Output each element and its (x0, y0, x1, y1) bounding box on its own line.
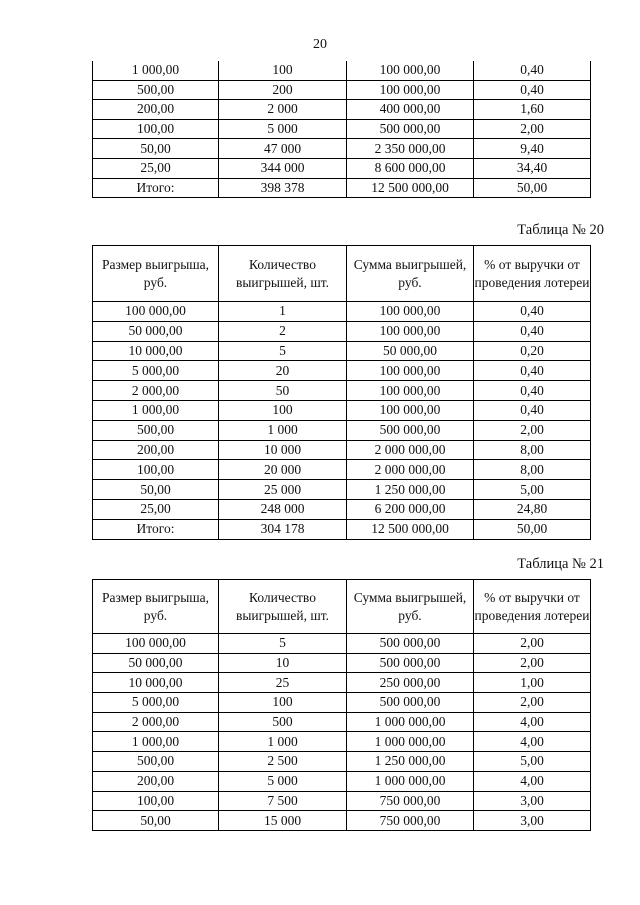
table-cell: 2,00 (474, 693, 591, 713)
table-cell: 0,40 (474, 80, 591, 100)
table-cell: 500,00 (93, 420, 219, 440)
table-cell: 2 000 (219, 100, 347, 120)
table-cell: 50 000,00 (347, 341, 474, 361)
table-cell: 100 (219, 400, 347, 420)
table-row (93, 771, 591, 791)
table-cell: 1 000 (219, 732, 347, 752)
table-cell: 5,00 (474, 752, 591, 772)
table-cell: 50,00 (93, 139, 219, 159)
table-cell: 100 000,00 (347, 361, 474, 381)
table-cell: 750 000,00 (347, 811, 474, 831)
table-row (93, 712, 591, 732)
table-cell: 2 000 000,00 (347, 460, 474, 480)
prize-table-continued (92, 61, 591, 198)
table-cell: 10 000,00 (93, 673, 219, 693)
table-cell: 248 000 (219, 499, 347, 519)
page-number: 20 (313, 37, 327, 52)
table-row (93, 440, 591, 460)
table-cell: 100 000,00 (347, 302, 474, 322)
table-cell: 25,00 (93, 499, 219, 519)
table-cell: 1,00 (474, 673, 591, 693)
table-cell: 15 000 (219, 811, 347, 831)
table-cell: 2,00 (474, 420, 591, 440)
table-cell: 400 000,00 (347, 100, 474, 120)
table-cell: 1,60 (474, 100, 591, 120)
table-cell: 5 000 (219, 119, 347, 139)
table-row (93, 732, 591, 752)
table-cell: 20 (219, 361, 347, 381)
table-cell: 100 000,00 (93, 302, 219, 322)
table-cell: 500 000,00 (347, 653, 474, 673)
table-cell: 200,00 (93, 100, 219, 120)
column-header-prize-sum: Сумма выигрышей, руб. (347, 580, 474, 634)
table-cell: 10 (219, 653, 347, 673)
table-cell: 500 000,00 (347, 420, 474, 440)
table-cell: 100 000,00 (93, 634, 219, 654)
table-cell: Итого: (93, 519, 219, 539)
table-cell: 1 000 000,00 (347, 771, 474, 791)
table-cell: 50,00 (474, 519, 591, 539)
table-cell: 344 000 (219, 158, 347, 178)
table-cell: 1 000,00 (93, 61, 219, 80)
table-cell: 20 000 (219, 460, 347, 480)
column-header-revenue-percent: % от выручки от проведения лотереи (474, 246, 591, 302)
table-row (93, 381, 591, 401)
table-cell: 0,40 (474, 381, 591, 401)
prize-table-20 (92, 245, 591, 540)
table-cell: 5 (219, 341, 347, 361)
table-cell: 5 000,00 (93, 693, 219, 713)
table-cell: Итого: (93, 178, 219, 198)
table-cell: 5 000 (219, 771, 347, 791)
table-cell: 100 000,00 (347, 400, 474, 420)
table-row (93, 673, 591, 693)
table-cell: 1 000 000,00 (347, 712, 474, 732)
table-cell: 50 (219, 381, 347, 401)
table-cell: 100 (219, 693, 347, 713)
column-header-prize-size: Размер выигрыша, руб. (93, 246, 219, 302)
table-row (93, 811, 591, 831)
table-row (93, 752, 591, 772)
table-cell: 100 000,00 (347, 321, 474, 341)
table-cell: 2,00 (474, 653, 591, 673)
table-cell: 5 000,00 (93, 361, 219, 381)
table-cell: 50,00 (93, 811, 219, 831)
table-row (93, 420, 591, 440)
table-row (93, 119, 591, 139)
table-cell: 0,40 (474, 361, 591, 381)
table-row (93, 653, 591, 673)
table-cell: 100 000,00 (347, 381, 474, 401)
table-row (93, 460, 591, 480)
table-cell: 2 000,00 (93, 381, 219, 401)
table-cell: 100,00 (93, 791, 219, 811)
table-cell: 2,00 (474, 119, 591, 139)
table-cell: 9,40 (474, 139, 591, 159)
table-cell: 2 350 000,00 (347, 139, 474, 159)
table-cell: 2 000,00 (93, 712, 219, 732)
table-cell: 3,00 (474, 791, 591, 811)
table-cell: 1 000,00 (93, 400, 219, 420)
table-cell: 12 500 000,00 (347, 178, 474, 198)
table-cell: 10 000 (219, 440, 347, 460)
table-cell: 6 200 000,00 (347, 499, 474, 519)
table-cell: 24,80 (474, 499, 591, 519)
table-cell: 1 250 000,00 (347, 752, 474, 772)
column-header-prize-count: Количество выигрышей, шт. (219, 246, 347, 302)
table-cell: 50 000,00 (93, 321, 219, 341)
table-cell: 25 000 (219, 480, 347, 500)
table-row (93, 321, 591, 341)
table-row (93, 519, 591, 539)
table-row (93, 302, 591, 322)
table-row (93, 139, 591, 159)
table-cell: 500 000,00 (347, 634, 474, 654)
table-row (93, 480, 591, 500)
table-cell: 500 000,00 (347, 693, 474, 713)
table-row (93, 80, 591, 100)
table-cell: 500 (219, 712, 347, 732)
table-cell: 8,00 (474, 440, 591, 460)
table-cell: 500 000,00 (347, 119, 474, 139)
table-21-caption: Таблица № 21 (517, 556, 604, 572)
table-header-row (93, 246, 591, 302)
table-cell: 100,00 (93, 460, 219, 480)
table-cell: 12 500 000,00 (347, 519, 474, 539)
prize-table-21 (92, 579, 591, 831)
table-cell: 5 (219, 634, 347, 654)
table-cell: 3,00 (474, 811, 591, 831)
table-row (93, 499, 591, 519)
table-cell: 2 500 (219, 752, 347, 772)
table-row (93, 100, 591, 120)
table-header-row (93, 580, 591, 634)
table-cell: 200,00 (93, 440, 219, 460)
table-cell: 250 000,00 (347, 673, 474, 693)
table-cell: 1 000,00 (93, 732, 219, 752)
table-row (93, 158, 591, 178)
table-cell: 7 500 (219, 791, 347, 811)
table-row (93, 361, 591, 381)
table-cell: 1 000 (219, 420, 347, 440)
table-cell: 100,00 (93, 119, 219, 139)
table-cell: 5,00 (474, 480, 591, 500)
table-cell: 200,00 (93, 771, 219, 791)
table-cell: 100 000,00 (347, 80, 474, 100)
table-cell: 34,40 (474, 158, 591, 178)
column-header-prize-count: Количество выигрышей, шт. (219, 580, 347, 634)
table-cell: 50,00 (93, 480, 219, 500)
table-row (93, 400, 591, 420)
table-row (93, 178, 591, 198)
table-cell: 0,40 (474, 61, 591, 80)
table-row (93, 634, 591, 654)
table-row (93, 693, 591, 713)
table-cell: 50 000,00 (93, 653, 219, 673)
table-row (93, 791, 591, 811)
table-cell: 200 (219, 80, 347, 100)
table-cell: 0,40 (474, 400, 591, 420)
table-20-caption: Таблица № 20 (517, 222, 604, 238)
table-cell: 500,00 (93, 752, 219, 772)
table-cell: 25 (219, 673, 347, 693)
table-cell: 4,00 (474, 771, 591, 791)
table-cell: 2 (219, 321, 347, 341)
table-cell: 25,00 (93, 158, 219, 178)
table-cell: 0,40 (474, 321, 591, 341)
table-row (93, 341, 591, 361)
table-cell: 0,20 (474, 341, 591, 361)
table-cell: 398 378 (219, 178, 347, 198)
table-cell: 0,40 (474, 302, 591, 322)
table-cell: 1 (219, 302, 347, 322)
column-header-prize-sum: Сумма выигрышей, руб. (347, 246, 474, 302)
table-cell: 750 000,00 (347, 791, 474, 811)
table-cell: 2,00 (474, 634, 591, 654)
table-cell: 8 600 000,00 (347, 158, 474, 178)
table-cell: 50,00 (474, 178, 591, 198)
table-cell: 2 000 000,00 (347, 440, 474, 460)
table-cell: 1 250 000,00 (347, 480, 474, 500)
table-cell: 500,00 (93, 80, 219, 100)
table-cell: 4,00 (474, 712, 591, 732)
table-cell: 47 000 (219, 139, 347, 159)
table-cell: 304 178 (219, 519, 347, 539)
table-cell: 8,00 (474, 460, 591, 480)
table-cell: 1 000 000,00 (347, 732, 474, 752)
column-header-revenue-percent: % от выручки от проведения лотереи (474, 580, 591, 634)
column-header-prize-size: Размер выигрыша, руб. (93, 580, 219, 634)
table-cell: 10 000,00 (93, 341, 219, 361)
table-cell: 100 (219, 61, 347, 80)
table-cell: 4,00 (474, 732, 591, 752)
table-cell: 100 000,00 (347, 61, 474, 80)
table-row (93, 61, 591, 80)
